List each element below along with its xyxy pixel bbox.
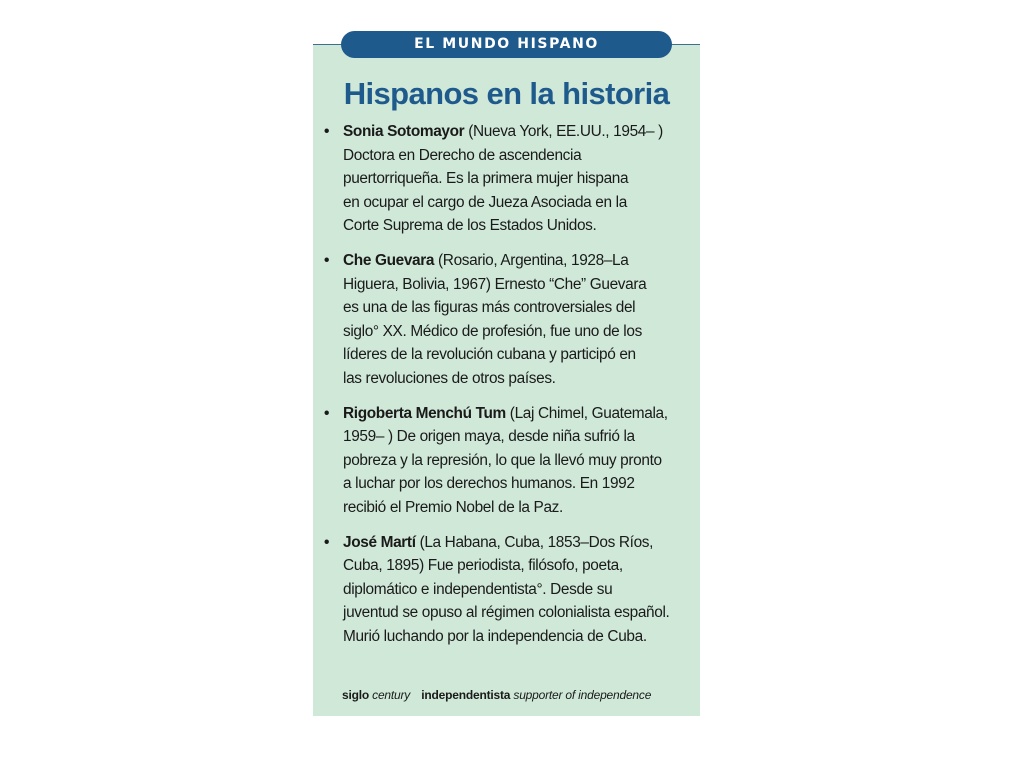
- bullet-icon: •: [324, 533, 330, 551]
- entry-list: [323, 120, 693, 660]
- bullet-icon: •: [324, 252, 330, 269]
- entry-name: Sonia Sotomayor: [343, 123, 465, 140]
- banner-rule-right: [670, 44, 700, 45]
- entry-line: diplomático e independentista°. Desde su: [343, 580, 613, 598]
- entry-line: a luchar por los derechos humanos. En 1992: [343, 475, 635, 492]
- entry-line: líderes de la revolución cubana y participó en: [343, 346, 636, 363]
- entry-first-line: [343, 531, 693, 555]
- glossary-definition: century: [372, 688, 411, 702]
- bullet-icon: •: [324, 123, 330, 140]
- entry-intro: (Laj Chimel, Guatemala,: [505, 404, 668, 422]
- entry-line: juventud se opuso al régimen colonialista español.: [343, 604, 670, 621]
- entry-line: en ocupar el cargo de Jueza Asociada en la: [343, 193, 627, 211]
- entry-sotomayor: [323, 120, 693, 238]
- glossary-footnote: [342, 688, 659, 702]
- entry-line: recibió el Premio Nobel de la Paz.: [343, 498, 563, 516]
- entry-line: pobreza y la represión, lo que la llevó muy pronto: [343, 451, 662, 469]
- entry-line: 1959– ) De origen maya, desde niña sufrió la: [343, 428, 635, 445]
- entry-marti: [323, 531, 693, 649]
- entry-name: Rigoberta Menchú Tum: [343, 404, 506, 422]
- section-banner: EL MUNDO HISPANO: [341, 31, 672, 58]
- entry-line: Murió luchando por la independencia de Cuba.: [343, 627, 647, 645]
- entry-line: Higuera, Bolivia, 1967) Ernesto “Che” Guevara: [343, 275, 647, 293]
- entry-first-line: [343, 120, 693, 144]
- entry-intro: (La Habana, Cuba, 1853–Dos Ríos,: [415, 533, 654, 551]
- bullet-icon: •: [324, 404, 330, 422]
- glossary-term: siglo: [342, 688, 370, 702]
- entry-line: Corte Suprema de los Estados Unidos.: [343, 217, 597, 234]
- entry-menchu: [323, 402, 693, 520]
- entry-name: Che Guevara: [343, 252, 435, 269]
- entry-line: Doctora en Derecho de ascendencia: [343, 146, 582, 164]
- glossary-definition: supporter of independence: [513, 688, 652, 702]
- entry-guevara: [323, 249, 693, 390]
- entry-intro: (Rosario, Argentina, 1928–La: [434, 252, 629, 269]
- entry-name: José Martí: [343, 533, 416, 551]
- entry-line: es una de las figuras más controversiales del: [343, 299, 636, 316]
- page-title: Hispanos en la historia: [343, 76, 670, 111]
- entry-first-line: [343, 402, 693, 426]
- entry-line: las revoluciones de otros países.: [343, 369, 556, 387]
- entry-line: puertorriqueña. Es la primera mujer hispana: [343, 170, 629, 187]
- glossary-term: independentista: [421, 688, 511, 702]
- entry-line: Cuba, 1895) Fue periodista, filósofo, poeta,: [343, 557, 623, 574]
- banner-rule-left: [313, 44, 343, 45]
- entry-first-line: [343, 249, 693, 273]
- entry-intro: (Nueva York, EE.UU., 1954– ): [464, 123, 663, 140]
- entry-line: siglo° XX. Médico de profesión, fue uno de los: [343, 322, 642, 340]
